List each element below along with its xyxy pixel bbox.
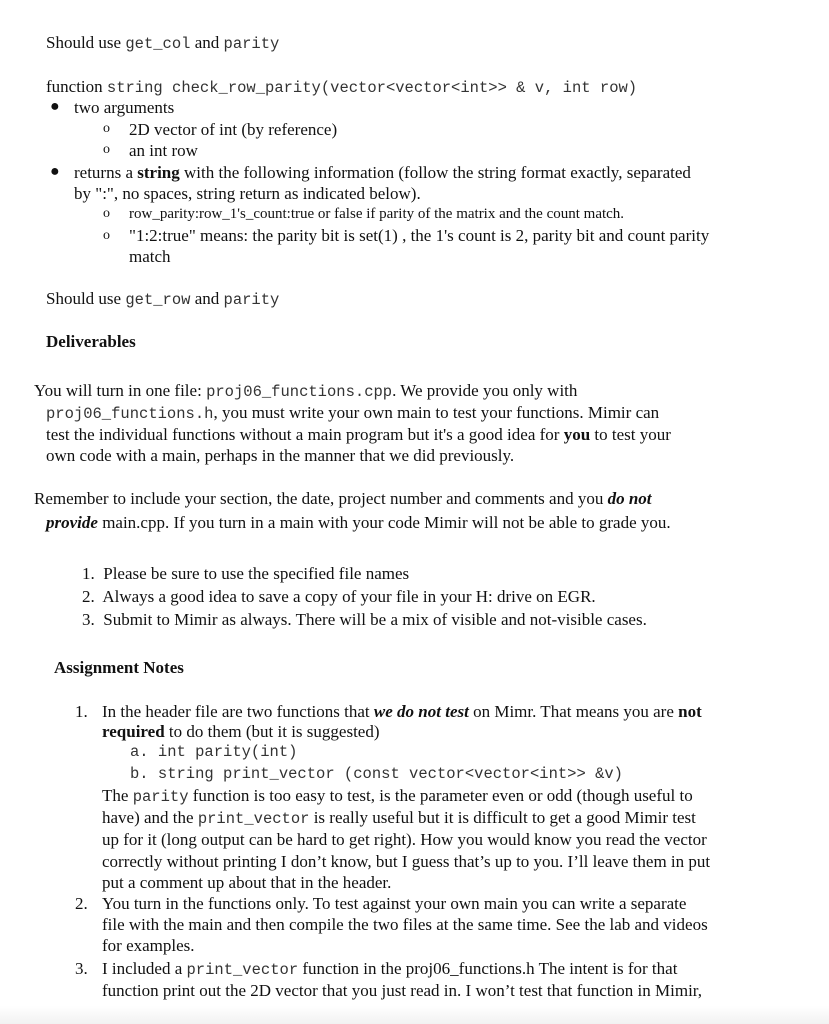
p1-text: You will turn in one file: — [34, 381, 202, 400]
bullet-icon: ● — [50, 163, 60, 180]
circle-bullet-icon: o — [103, 142, 110, 157]
code-print-vector: print_vector — [197, 810, 310, 828]
note1-line4-text-b: is really useful but it is difficult to get a good Mimir test — [313, 808, 696, 827]
bullet-icon: ● — [50, 98, 60, 115]
item-number: 1. — [82, 564, 95, 583]
example-line-2: match — [129, 247, 171, 266]
note1-line4-text: have) and the — [102, 808, 194, 827]
deliverables-p2 — [46, 402, 659, 425]
item-number: 2. — [82, 587, 95, 606]
deliverables-item — [82, 563, 409, 584]
deliverables-heading — [46, 331, 136, 352]
code-get-row: get_row — [125, 291, 191, 309]
p1-text-end: . We provide you only with — [392, 381, 578, 400]
p1-filename: proj06_functions.cpp — [206, 383, 393, 401]
code-print-vector: print_vector — [186, 961, 299, 979]
deliverables-item — [82, 609, 647, 630]
deliverables-p4: own code with a main, perhaps in the manner that we did previously. — [46, 446, 515, 465]
remember-text: Remember to include your section, the date, project number and comments and you — [34, 489, 604, 508]
note1-line7: put a comment up about that in the header. — [102, 873, 392, 892]
signature-code: string check_row_parity(vector<vector<int>> & v, int row) — [106, 79, 638, 97]
returns-bold: string — [137, 163, 180, 182]
code-line-b: b. string print_vector (const vector<vector<int>> &v) — [130, 765, 623, 783]
remember-provide: provide — [46, 513, 98, 532]
page-bottom-edge — [0, 1006, 829, 1024]
returns-prefix: returns a — [74, 163, 134, 182]
remember-text-2: main.cpp. If you turn in a main with your code Mimir will not be able to grade you. — [102, 513, 671, 532]
p2-filename: proj06_functions.h — [46, 405, 214, 423]
note1-line5: up for it (long output can be hard to get right). How you would know you read the vector — [102, 830, 707, 849]
remember-do-not: do not — [607, 489, 652, 508]
deliverables-p1 — [34, 380, 577, 403]
function-signature — [46, 76, 637, 99]
note-number: 1. — [75, 702, 88, 721]
remember-line-1 — [34, 488, 652, 509]
item-number: 3. — [82, 610, 95, 629]
note1-line2 — [102, 721, 380, 742]
note2-line3: for examples. — [102, 936, 195, 955]
note1-line3-text: function is too easy to test, is the parameter even or odd (though useful to — [192, 786, 693, 805]
example-line-1: "1:2:true" means: the parity bit is set(1) , the 1's count is 2, parity bit and count parity — [129, 226, 710, 245]
note1-line6: correctly without printing I don’t know, but I guess that’s up to you. I’ll leave them in put — [102, 852, 711, 871]
note-number: 3. — [75, 959, 88, 978]
note1-not: not — [678, 702, 702, 721]
and-text: and — [194, 33, 220, 52]
should-use-text: Should use — [46, 289, 122, 308]
notes-heading-text: Assignment Notes — [54, 658, 184, 677]
p3-text: test the individual functions without a main program but it's a good idea for — [46, 425, 560, 444]
and-text: and — [194, 289, 220, 308]
deliverables-heading-text: Deliverables — [46, 332, 136, 351]
should-use-text: Should use — [46, 33, 122, 52]
note1-line4 — [102, 807, 696, 830]
note-number: 2. — [75, 894, 88, 913]
note3-line1 — [102, 958, 677, 981]
note1-line3 — [102, 785, 693, 808]
note1-text: In the header file are two functions that — [102, 702, 370, 721]
note3-text-b: function in the proj06_functions.h The intent is for that — [302, 959, 678, 978]
code-line-a: a. int parity(int) — [130, 743, 298, 761]
arg2: an int row — [129, 141, 198, 160]
note3-line2: function print out the 2D vector that you just read in. I won’t test that function in Mimir, — [102, 981, 703, 1000]
note3-text: I included a — [102, 959, 183, 978]
assignment-notes-heading — [54, 657, 184, 678]
item-text: Submit to Mimir as always. There will be a mix of visible and not-visible cases. — [103, 610, 647, 629]
note1-line2-text: to do them (but it is suggested) — [168, 722, 380, 741]
code-get-col: get_col — [125, 35, 191, 53]
item-text: Always a good idea to save a copy of your file in your H: drive on EGR. — [102, 587, 596, 606]
circle-bullet-icon: o — [103, 228, 110, 243]
note1-the: The — [102, 786, 129, 805]
function-word: function — [46, 77, 103, 96]
should-use-line-1 — [46, 32, 279, 55]
note1-bold-italic: we do not test — [373, 702, 469, 721]
circle-bullet-icon: o — [103, 206, 110, 221]
code-parity: parity — [223, 35, 280, 53]
note1-required: required — [102, 722, 165, 741]
deliverables-item — [82, 586, 596, 607]
format-line: row_parity:row_1's_count:true or false if parity of the matrix and the count match. — [129, 206, 625, 222]
item-text: Please be sure to use the specified file names — [103, 564, 410, 583]
p3-end: to test your — [594, 425, 671, 444]
circle-bullet-icon: o — [103, 121, 110, 136]
p3-bold: you — [563, 425, 591, 444]
code-parity: parity — [132, 788, 189, 806]
note1-line1 — [102, 701, 702, 722]
should-use-line-2 — [46, 288, 279, 311]
note2-line2: file with the main and then compile the two files at the same time. See the lab and videos — [102, 915, 708, 934]
returns-rest: with the following information (follow the string format exactly, separated — [184, 163, 691, 182]
code-parity: parity — [223, 291, 280, 309]
p2-text: , you must write your own main to test your functions. Mimir can — [213, 403, 660, 422]
two-arguments: two arguments — [74, 98, 175, 117]
returns-line-2: by ":", no spaces, string return as indicated below). — [74, 184, 421, 203]
note1-text-b: on Mimr. That means you are — [473, 702, 674, 721]
returns-line-1 — [74, 162, 691, 183]
arg1: 2D vector of int (by reference) — [129, 120, 338, 139]
note2-line1: You turn in the functions only. To test against your own main you can write a separate — [102, 894, 687, 913]
deliverables-p3 — [46, 424, 671, 445]
remember-line-2 — [46, 512, 671, 533]
